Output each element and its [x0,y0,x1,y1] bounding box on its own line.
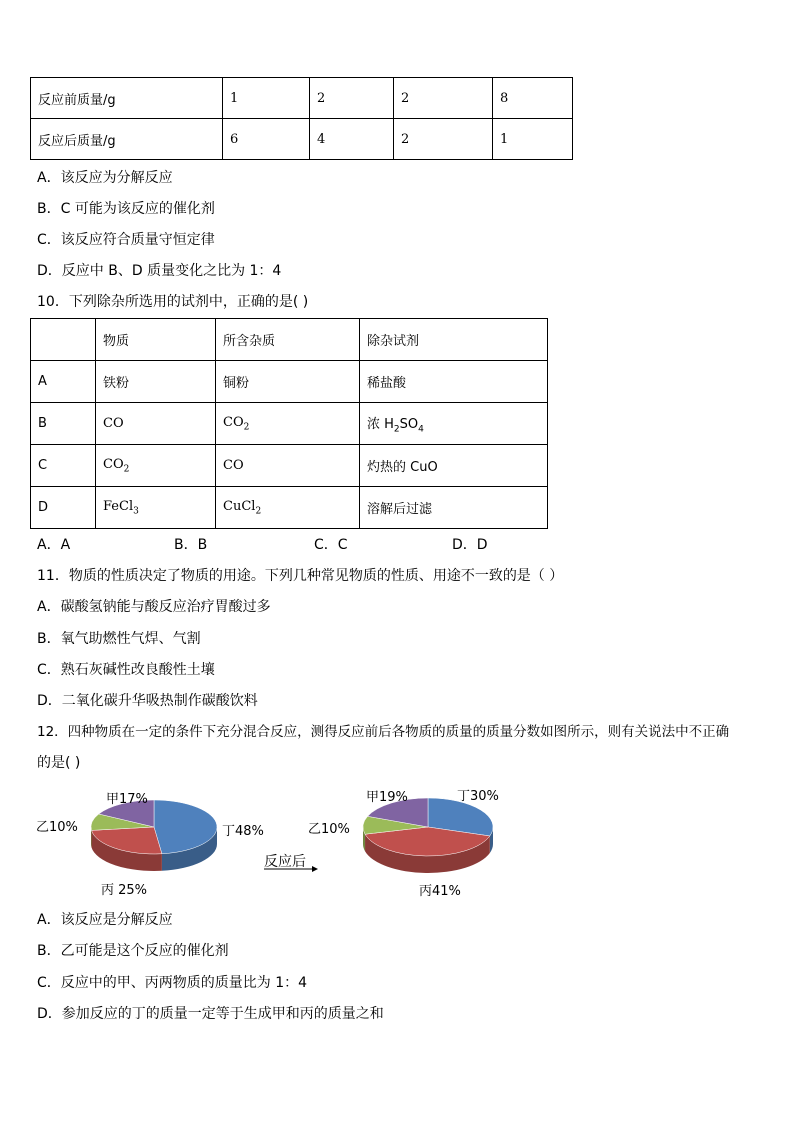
q12-stem-line1: 12．四种物质在一定的条件下充分混合反应，测得反应前后各物质的质量的质量分数如图所示，则有关说法中不正确 [37,724,730,740]
table-cell [216,403,360,445]
pie1-label-bing: 丙 25% [101,883,148,898]
arrow-label: 反应后 [264,854,306,870]
formula-subscript: 2 [255,506,262,517]
q12-option-a: A．该反应是分解反应 [37,912,173,928]
table-cell: CO [96,403,216,445]
table-cell [360,403,548,445]
table-cell [96,487,216,529]
q10-option-a: A．A [37,537,71,553]
table-cell: D [31,487,96,529]
table-row [31,361,548,403]
q11-option-d: D．二氧化碳升华吸热制作碳酸饮料 [37,693,258,709]
formula-part: SO [399,416,419,432]
q9-option-a: A．该反应为分解反应 [37,170,173,186]
table-row [31,487,548,529]
pie2-label-ding: 丁30% [457,789,499,804]
q10-option-c: C．C [314,537,348,553]
table-row [31,445,548,487]
formula-subscript: 4 [418,424,424,435]
q10-stem: 10．下列除杂所选用的试剂中，正确的是( ) [37,294,309,310]
table-row [31,403,548,445]
formula-base: CO [223,414,244,430]
table-cell: A [31,361,96,403]
formula-part: 浓 H [367,416,394,432]
formula-subscript: 3 [133,506,139,517]
table-cell: 反应后质量/g [31,119,223,160]
table-cell [96,445,216,487]
table-cell [31,319,96,361]
table-cell: CO [216,445,360,487]
formula-subscript: 2 [123,464,130,475]
table-cell: 反应前质量/g [31,78,223,119]
table-cell: B [31,403,96,445]
table-cell: 除杂试剂 [360,319,548,361]
formula-base: FeCl [103,498,134,514]
table-cell: 所含杂质 [216,319,360,361]
q12-option-b: B．乙可能是这个反应的催化剂 [37,943,229,959]
pie2-label-jia: 甲19% [366,790,408,805]
q12-option-c: C．反应中的甲、丙两物质的质量比为 1：4 [37,975,308,991]
q10-option-d: D．D [452,537,488,553]
pie1-label-ding: 丁48% [222,824,264,839]
q11-option-a: A．碳酸氢钠能与酸反应治疗胃酸过多 [37,599,271,615]
table-cell: 铁粉 [96,361,216,403]
table-cell: 铜粉 [216,361,360,403]
pie2-label-yi: 乙10% [308,822,350,837]
table-row [31,119,573,160]
table-cell: 溶解后过滤 [360,487,548,529]
q11-stem: 11．物质的性质决定了物质的用途。下列几种常见物质的性质、用途不一致的是（ ） [37,568,564,584]
formula-subscript: 2 [243,422,250,433]
table-cell: C [31,445,96,487]
table-cell: 1 [223,78,310,119]
pie-before [91,800,217,871]
table-cell: 6 [223,119,310,160]
table-row [31,319,548,361]
table-cell: 2 [310,78,394,119]
q12-stem-line2: 的是( ) [37,755,81,771]
table-cell: 2 [394,119,493,160]
table-cell: 4 [310,119,394,160]
q11-option-b: B．氧气助燃性气焊、气割 [37,631,201,647]
table-cell [216,487,360,529]
arrow-head [312,866,318,872]
pie1-label-jia: 甲17% [106,792,148,807]
table-row [31,78,573,119]
formula-subscript: 2 [393,424,400,435]
pie1-label-yi: 乙10% [36,820,78,835]
q9-option-b: B．C 可能为该反应的催化剂 [37,201,215,217]
table-cell: 物质 [96,319,216,361]
table-cell: 2 [394,78,493,119]
q10-option-b: B．B [174,537,208,553]
pie2-label-bing: 丙41% [419,884,461,899]
q11-option-c: C．熟石灰碱性改良酸性土壤 [37,662,215,678]
formula-base: CuCl [223,498,256,514]
table-cell: 8 [493,78,573,119]
q12-option-d: D．参加反应的丁的质量一定等于生成甲和丙的质量之和 [37,1006,384,1022]
q9-option-d: D．反应中 B、D 质量变化之比为 1：4 [37,263,282,279]
q9-option-c: C．该反应符合质量守恒定律 [37,232,215,248]
q9-table [30,77,573,160]
q10-options [37,535,488,555]
table-cell: 灼热的 CuO [360,445,548,487]
pie-after [363,798,493,873]
formula-base: CO [103,456,124,472]
table-cell: 稀盐酸 [360,361,548,403]
table-cell: 1 [493,119,573,160]
q10-table [30,318,548,529]
